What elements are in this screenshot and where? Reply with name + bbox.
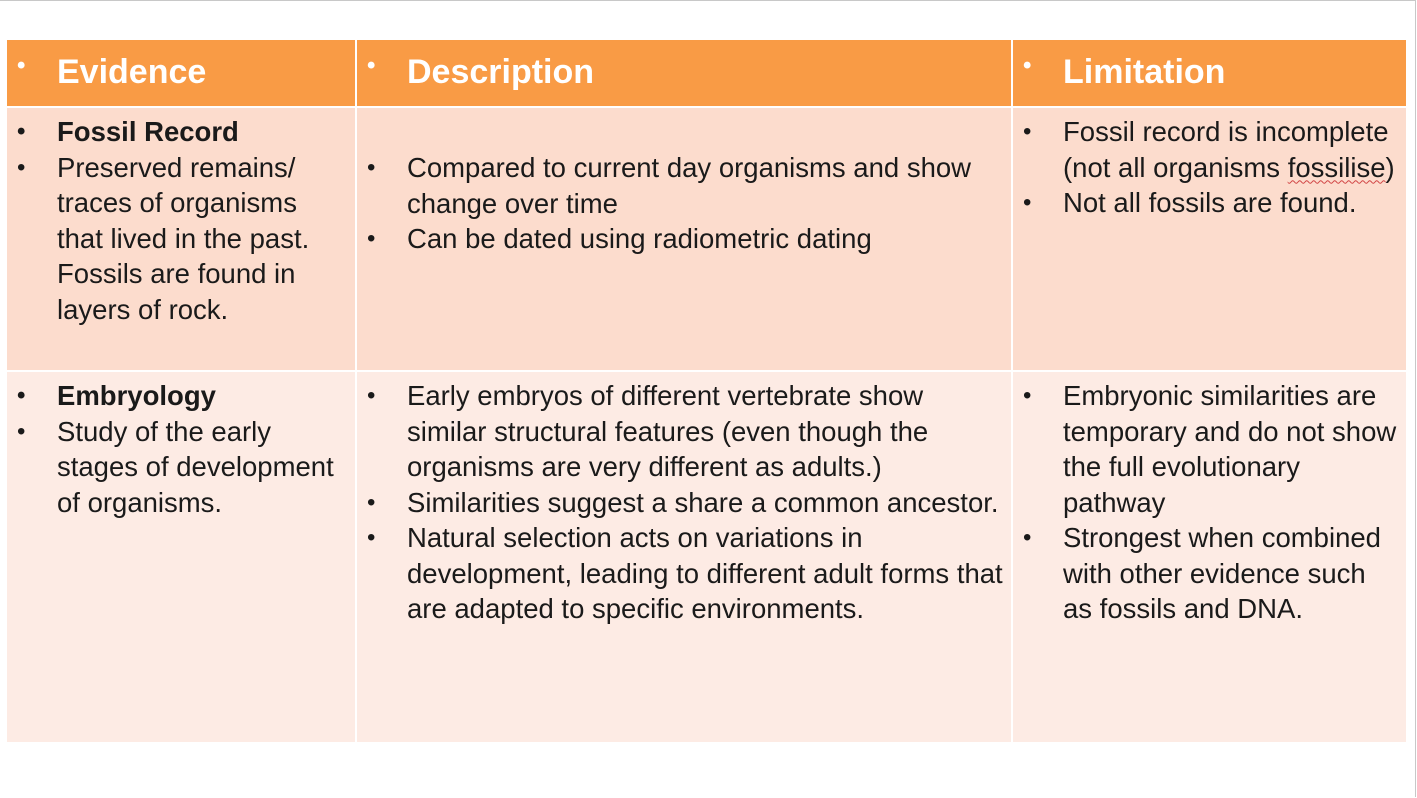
evidence-title-embryology: • Embryology [7,378,355,414]
description-item: • Early embryos of different vertebrate show similar structural features (even though the organisms are very different as adults.) [357,378,1011,485]
limitation-text-end: ) [1385,151,1395,183]
description-item: • Natural selection acts on variations in development, leading to different adult forms that are adapted to specific environments. [357,520,1011,627]
description-item: • Similarities suggest a share a common ancestor. [357,485,1011,521]
cell-limitation-fossil [1012,107,1407,371]
evidence-text-fossil: • Preserved remains/ traces of organisms that lived in the past. Fossils are found in layers of rock. [7,150,355,328]
table-row-fossil-record [6,107,1407,371]
limitation-text: Fossil record is incomplete (not all organisms [1063,116,1389,183]
header-limitation-label: • Limitation [1013,40,1406,98]
header-evidence [6,39,356,107]
cell-description-fossil [356,107,1012,371]
header-row [6,39,1407,107]
limitation-item: • Not all fossils are found. [1013,185,1406,221]
description-item: • Can be dated using radiometric dating [357,221,1011,257]
header-evidence-label: • Evidence [7,40,355,98]
spellcheck-flagged-word[interactable]: fossilise [1287,151,1386,183]
header-limitation [1012,39,1407,107]
limitation-item [1013,114,1406,185]
cell-limitation-embryology [1012,371,1407,743]
limitation-item: • Strongest when combined with other evidence such as fossils and DNA. [1013,520,1406,627]
evidence-title-fossil: • Fossil Record [7,114,355,150]
evidence-table [5,38,1408,744]
evidence-text-embryology: • Study of the early stages of development of organisms. [7,414,355,521]
limitation-item: • Embryonic similarities are temporary and do not show the full evolutionary pathway [1013,378,1406,520]
table-row-embryology [6,371,1407,743]
header-description-label: • Description [357,40,1011,98]
cell-description-embryology [356,371,1012,743]
header-description [356,39,1012,107]
description-item: • Compared to current day organisms and show change over time [357,150,1011,221]
cell-evidence-embryology [6,371,356,743]
cell-evidence-fossil [6,107,356,371]
